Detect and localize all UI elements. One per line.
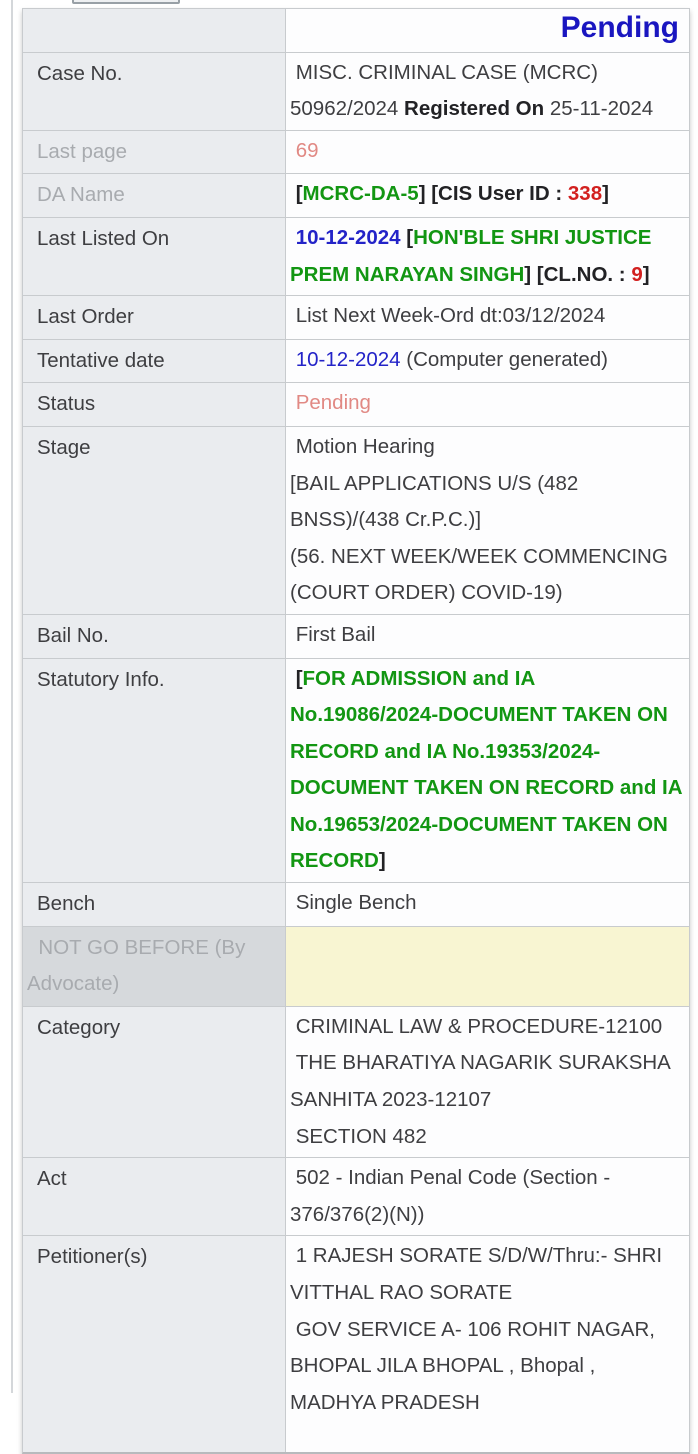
- value-segment: 338: [567, 182, 603, 206]
- value-line: [290, 843, 683, 880]
- petitioners-value: [286, 1236, 689, 1452]
- value-line: [290, 176, 683, 213]
- bail-no-value: [286, 615, 689, 658]
- value-line: [290, 1385, 683, 1422]
- last-order-value: [286, 296, 689, 339]
- value-segment: PREM NARAYAN SINGH: [290, 262, 525, 286]
- statutory-info-value: [286, 659, 689, 883]
- value-segment: BNSS)/(438 Cr.P.C.)]: [290, 508, 482, 532]
- row-tentative-date: [23, 340, 689, 384]
- value-line: [290, 885, 683, 922]
- value-segment: ] [CIS User ID :: [418, 182, 568, 206]
- value-segment: MADHYA PRADESH: [290, 1390, 480, 1414]
- value-segment: MCRC-DA-5: [302, 182, 419, 206]
- value-segment: RECORD: [290, 849, 379, 873]
- value-segment: 50962/2024: [290, 97, 405, 121]
- value-segment: SECTION 482: [290, 1124, 427, 1148]
- value-segment: 376/376(2)(N)): [290, 1202, 425, 1226]
- da-name-label: DA Name: [23, 174, 286, 217]
- value-segment: 10-12-2024: [295, 225, 401, 249]
- not-go-before-label: NOT GO BEFORE (By Advocate): [23, 927, 286, 1006]
- row-bench: [23, 883, 689, 927]
- value-segment: GOV SERVICE A- 106 ROHIT NAGAR,: [290, 1317, 655, 1341]
- value-line: [290, 617, 683, 654]
- bench-value: [286, 883, 689, 926]
- value-segment: SANHITA 2023-12107: [290, 1088, 492, 1112]
- statutory-info-label: Statutory Info.: [23, 659, 286, 883]
- value-line: [290, 1082, 683, 1119]
- value-segment: 25-11-2024: [544, 97, 654, 121]
- last-page-label: Last page: [23, 131, 286, 174]
- value-segment: 1 RAJESH SORATE S/D/W/Thru:- SHRI: [290, 1244, 663, 1268]
- value-segment: ]: [378, 849, 386, 873]
- row-act: [23, 1158, 689, 1236]
- value-segment: (COURT ORDER) COVID-19): [290, 581, 563, 605]
- value-line: [290, 1009, 683, 1046]
- row-statutory-info: [23, 659, 689, 884]
- value-segment: HON'BLE SHRI JUSTICE: [413, 225, 652, 249]
- value-segment: No.19653/2024-DOCUMENT TAKEN ON: [290, 812, 668, 836]
- last-order-label: Last Order: [23, 296, 286, 339]
- value-segment: 502 - Indian Penal Code (Section -: [290, 1166, 611, 1190]
- tentative-date-label: Tentative date: [23, 340, 286, 383]
- value-line: [290, 1348, 683, 1385]
- value-segment: 10-12-2024: [295, 347, 401, 371]
- value-segment: BHOPAL JILA BHOPAL , Bhopal ,: [290, 1354, 596, 1378]
- value-line: [290, 466, 683, 503]
- value-segment: (56. NEXT WEEK/WEEK COMMENCING: [290, 544, 668, 568]
- last-listed-on-label: Last Listed On: [23, 218, 286, 295]
- value-segment: ]: [602, 182, 609, 206]
- status-header-label: [23, 9, 286, 52]
- value-line: [290, 1238, 683, 1275]
- value-segment: CRIMINAL LAW & PROCEDURE-12100: [290, 1014, 663, 1038]
- row-da-name: [23, 174, 689, 218]
- value-line: [290, 1045, 683, 1082]
- row-last-order: [23, 296, 689, 340]
- row-not-go-before: [23, 927, 689, 1007]
- status-label: Status: [23, 383, 286, 426]
- row-status-header: [23, 9, 689, 53]
- value-segment: List Next Week-Ord dt:03/12/2024: [290, 304, 606, 328]
- value-line: [290, 257, 683, 294]
- value-segment: 69: [290, 138, 319, 162]
- value-segment: Pending: [290, 391, 371, 415]
- row-status: [23, 383, 689, 427]
- row-petitioners: [23, 1236, 689, 1452]
- value-segment: Registered On: [404, 97, 545, 121]
- value-segment: (Computer generated): [400, 347, 608, 371]
- value-segment: [: [290, 182, 303, 206]
- row-last-listed-on: [23, 218, 689, 296]
- value-segment: THE BHARATIYA NAGARIK SURAKSHA: [290, 1051, 671, 1075]
- value-line: [290, 1119, 683, 1156]
- row-stage: [23, 427, 689, 615]
- value-line: [290, 429, 683, 466]
- case-no-value: [286, 53, 689, 130]
- petitioners-label: Petitioner(s): [23, 1236, 286, 1452]
- value-line: [290, 342, 683, 379]
- value-line: [290, 734, 683, 771]
- value-line: [290, 575, 683, 612]
- value-segment: ]: [642, 262, 650, 286]
- value-line: [290, 11, 679, 50]
- case-no-label: Case No.: [23, 53, 286, 130]
- value-segment: DOCUMENT TAKEN ON RECORD and IA: [290, 776, 683, 800]
- value-line: [290, 298, 683, 335]
- value-line: [290, 133, 683, 170]
- value-segment: Pending: [560, 11, 679, 44]
- bench-label: Bench: [23, 883, 286, 926]
- row-last-page: [23, 131, 689, 175]
- act-label: Act: [23, 1158, 286, 1235]
- value-line: [290, 1275, 683, 1312]
- tentative-date-value: [286, 340, 689, 383]
- row-bail-no: [23, 615, 689, 659]
- stage-value: [286, 427, 689, 614]
- value-segment: [BAIL APPLICATIONS U/S (482: [290, 471, 579, 495]
- last-listed-on-value: [286, 218, 689, 295]
- value-line: [290, 1197, 683, 1234]
- value-line: [290, 502, 683, 539]
- da-name-value: [286, 174, 689, 217]
- category-label: Category: [23, 1007, 286, 1157]
- case-details-table: [22, 8, 690, 1454]
- value-line: [290, 385, 683, 422]
- value-segment: Single Bench: [290, 891, 417, 915]
- value-segment: ] [CL.NO. :: [524, 262, 632, 286]
- value-segment: MISC. CRIMINAL CASE (MCRC): [290, 60, 598, 84]
- value-line: [290, 91, 683, 128]
- category-value: [286, 1007, 689, 1157]
- value-line: [290, 770, 683, 807]
- stage-label: Stage: [23, 427, 286, 614]
- value-line: [290, 661, 683, 698]
- row-category: [23, 1007, 689, 1158]
- value-line: [290, 1160, 683, 1197]
- value-line: [290, 539, 683, 576]
- not-go-before-value: [286, 927, 689, 1006]
- last-page-value: [286, 131, 689, 174]
- value-segment: RECORD and IA No.19353/2024-: [290, 739, 601, 763]
- page-left-rule: [11, 0, 13, 1393]
- value-line: [290, 697, 683, 734]
- value-segment: Motion Hearing: [290, 434, 435, 458]
- value-line: [290, 55, 683, 92]
- value-line: [290, 220, 683, 257]
- act-value: [286, 1158, 689, 1235]
- row-case-no: [23, 53, 689, 131]
- value-segment: [: [406, 225, 414, 249]
- value-segment: First Bail: [290, 622, 376, 646]
- value-segment: VITTHAL RAO SORATE: [290, 1281, 513, 1304]
- status-value: [286, 383, 689, 426]
- status-header-value: [286, 9, 689, 52]
- value-line: [290, 1312, 683, 1349]
- value-segment: No.19086/2024-DOCUMENT TAKEN ON: [290, 703, 668, 727]
- value-segment: [: [290, 666, 303, 690]
- truncated-control[interactable]: [72, 0, 180, 4]
- value-segment: FOR ADMISSION and IA: [302, 666, 536, 690]
- value-line: [290, 807, 683, 844]
- value-segment: 9: [631, 262, 643, 286]
- bail-no-label: Bail No.: [23, 615, 286, 658]
